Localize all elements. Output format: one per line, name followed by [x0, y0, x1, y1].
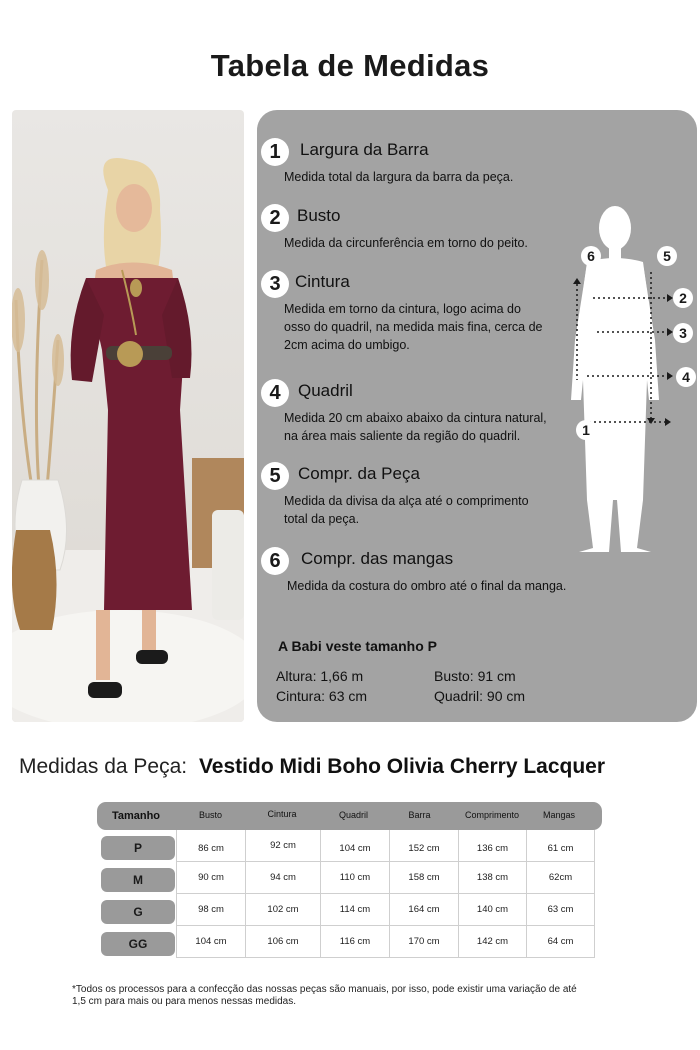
size-table-header	[97, 802, 602, 830]
model-altura: Altura: 1,66 m	[276, 668, 364, 684]
header-mangas: Mangas	[542, 810, 576, 820]
measure-description: Medida em torno da cintura, logo acima do osso do quadril, na medida mais fina, cerca de 2cm acima do umbigo.	[284, 302, 543, 352]
header-comprimento: Comprimento	[464, 810, 520, 820]
measure-description: Medida da divisa da alça até o comprimento total da peça.	[284, 494, 529, 526]
table-cell: 94 cm	[246, 862, 321, 894]
measure-title: Busto	[297, 206, 341, 225]
page-title: Tabela de Medidas	[210, 48, 490, 83]
header-tamanho: Tamanho	[111, 810, 161, 822]
model-busto: Busto: 91 cm	[434, 668, 516, 684]
table-cell: 86 cm	[177, 830, 246, 862]
table-cell: 102 cm	[246, 894, 321, 926]
diagram-label: 4	[682, 369, 690, 385]
measure-description: Medida da costura do ombro até o final da manga.	[287, 579, 567, 593]
measure-title: Compr. das mangas	[301, 549, 454, 568]
table-cell: 92 cm	[246, 830, 321, 862]
table-cell: 90 cm	[177, 862, 246, 894]
measure-number-badge: 2	[261, 204, 289, 232]
measure-title: Quadril	[298, 381, 353, 400]
header-quadril: Quadril	[338, 810, 368, 820]
table-cell: 138 cm	[459, 862, 527, 894]
measure-description: Medida da circunferência em torno do peito.	[284, 236, 528, 250]
table-cell: 152 cm	[390, 830, 459, 862]
table-cell: 164 cm	[390, 894, 459, 926]
table-cell: 114 cm	[321, 894, 390, 926]
header-cintura: Cintura	[267, 809, 297, 819]
table-cell: 158 cm	[390, 862, 459, 894]
size-label-g: G	[101, 900, 175, 924]
measure-number-badge: 4	[261, 379, 289, 407]
table-cell: 142 cm	[459, 926, 527, 958]
header-busto: Busto	[198, 810, 222, 820]
subtitle-prefix: Medidas da Peça:	[19, 755, 188, 778]
diagram-label: 2	[679, 290, 687, 306]
product-name: Vestido Midi Boho Olivia Cherry Lacquer	[198, 755, 606, 778]
diagram-label: 5	[663, 248, 671, 264]
table-cell: 104 cm	[177, 926, 246, 958]
product-subtitle	[19, 755, 605, 779]
table-cell: 106 cm	[246, 926, 321, 958]
table-cell: 104 cm	[321, 830, 390, 862]
header-barra: Barra	[408, 810, 431, 820]
size-table-grid	[176, 830, 595, 958]
size-label-gg: GG	[101, 932, 175, 956]
model-size-heading: A Babi veste tamanho P	[278, 638, 437, 654]
measure-number-badge: 5	[261, 462, 289, 490]
table-cell: 63 cm	[527, 894, 595, 926]
diagram-label: 3	[679, 325, 687, 341]
table-cell: 61 cm	[527, 830, 595, 862]
measure-description: Medida 20 cm abaixo abaixo da cintura natural, na área mais saliente da região do quadril.	[284, 411, 547, 443]
diagram-label: 1	[582, 422, 590, 438]
table-cell: 110 cm	[321, 862, 390, 894]
size-label-m: M	[101, 868, 175, 892]
table-cell: 136 cm	[459, 830, 527, 862]
model-cintura: Cintura: 63 cm	[276, 688, 368, 704]
table-cell: 116 cm	[321, 926, 390, 958]
measure-title: Compr. da Peça	[298, 464, 420, 483]
measure-number-badge: 1	[261, 138, 289, 166]
table-cell: 62cm	[527, 862, 595, 894]
size-label-p: P	[101, 836, 175, 860]
footnote: *Todos os processos para a confecção das nossas peças são manuais, por isso, pode existir uma variação de até 1,5 cm para mais ou para menos nessas medidas.	[72, 984, 577, 1007]
diagram-label: 6	[587, 248, 595, 264]
measures-panel	[257, 110, 697, 722]
table-cell: 170 cm	[390, 926, 459, 958]
product-photo	[12, 110, 244, 722]
model-quadril: Quadril: 90 cm	[434, 688, 526, 704]
table-cell: 98 cm	[177, 894, 246, 926]
measure-number-badge: 3	[261, 270, 289, 298]
measure-title: Largura da Barra	[300, 140, 429, 159]
table-cell: 64 cm	[527, 926, 595, 958]
measure-title: Cintura	[295, 272, 350, 291]
body-measure-diagram	[567, 200, 697, 575]
table-cell: 140 cm	[459, 894, 527, 926]
measure-description: Medida total da largura da barra da peça.	[284, 170, 514, 184]
measure-number-badge: 6	[261, 547, 289, 575]
